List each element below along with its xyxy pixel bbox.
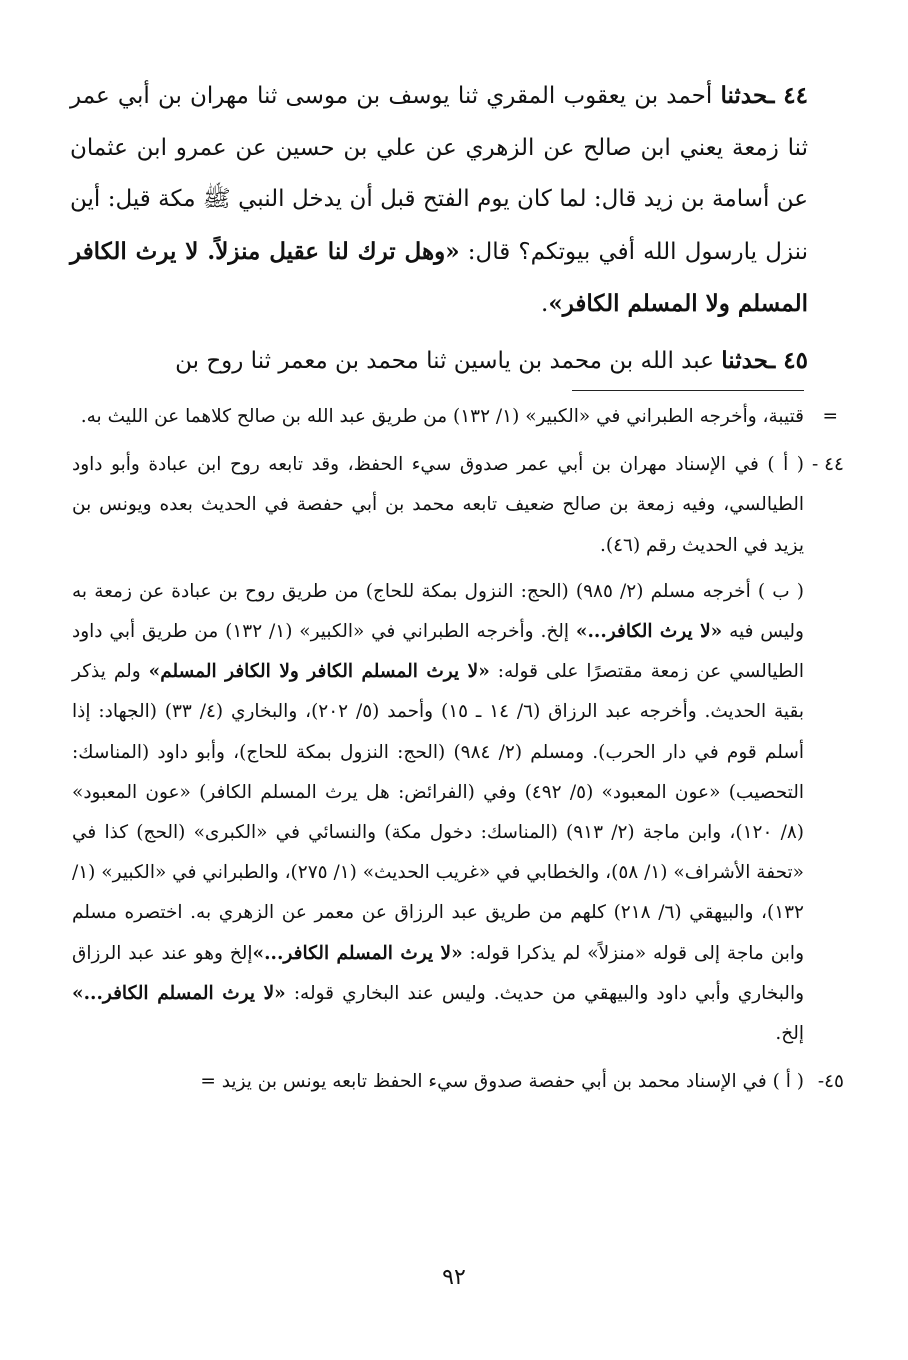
hadith-45 (70, 335, 808, 388)
footnote-text: قتيبة، وأخرجه الطبراني في «الكبير» (١/ ١٣٢) من طريق عبد الله بن صالح كلاهما عن الليث به. (80, 406, 804, 427)
hadith-keyword: حدثنا (720, 82, 768, 109)
hadith-number: ٤٥ ـ (768, 346, 808, 374)
hadith-text: أحمد بن يعقوب المقري ثنا يوسف بن موسى ثنا مهران بن أبي عمر ثنا زمعة يعني ابن صالح عن الزهري عن علي بن حسين عن عمرو ابن عثمان عن أسامة بن زيد قال: لما كان يوم الفتح قبل أن يدخل النبي ﷺ مكة قيل: أين ننزل يارسول الله أفي بيوتكم؟ قال: (70, 83, 808, 265)
footnote-text: إلخ. (775, 1023, 804, 1045)
footnotes (72, 397, 844, 1102)
hadith-name: عبد الله (640, 347, 714, 374)
footnote-text: ( ب ) أخرجه مسلم (٢/ ٩٨٥) (الحج: النزول بمكة للحاج) من طريق روح بن عبادة عن زمعة به وليس فيه (72, 580, 804, 643)
footnote-quote: «لا يرث المسلم الكافر...» (252, 942, 463, 964)
continuation-mark: = (822, 406, 838, 427)
main-text (70, 70, 808, 391)
footnote-separator (572, 390, 804, 391)
footnote-45 (72, 1062, 844, 1102)
footnote-text: إلخ وهو عند عبد الرزاق والبخاري وأبي داود والبيهقي من حديث. وليس عند البخاري قوله: (72, 942, 805, 1004)
footnote-part-b (72, 572, 804, 1054)
hadith-quote: «وهل ترك لنا عقيل منزلاً. لا يرث الكافر المسلم ولا المسلم الكافر» (70, 237, 808, 317)
footnote-part-a (72, 445, 804, 566)
footnote-number: ٤٤ - (811, 454, 844, 476)
hadith-end: . (541, 291, 549, 317)
footnote-text: إلخ. وأخرجه الطبراني في «الكبير» (١/ ١٣٢) من طريق أبي داود الطيالسي عن زمعة مقتصرًا على قوله: (72, 621, 804, 683)
hadith-text: بن محمد بن ياسين ثنا محمد بن معمر ثنا روح بن (175, 347, 634, 374)
page-number: ٩٢ (442, 1265, 466, 1290)
hadith-44 (70, 70, 808, 331)
footnote-text: ( أ ) في الإسناد محمد بن أبي حفصة صدوق سيء الحفظ تابعه يونس بن يزيد = (200, 1071, 804, 1093)
footnote-continuation (72, 397, 838, 437)
footnote-text: ( أ ) في الإسناد مهران بن أبي عمر صدوق سيء الحفظ، وقد تابعه روح ابن عبادة وأبو داود الطيالسي، وفيه زمعة بن صالح ضعيف تابعه محمد بن أبي حفصة في الحديث بعده ويونس بن يزيد في الحديث رقم (٤٦). (72, 454, 804, 556)
hadith-keyword: حدثنا (721, 346, 769, 374)
footnote-44 (72, 445, 844, 1054)
footnote-quote: «لا يرث المسلم الكافر...» (72, 982, 286, 1004)
hadith-number: ٤٤ ـ (767, 82, 809, 109)
footnote-number: ٤٥- (817, 1071, 844, 1093)
footnote-quote: «لا يرث المسلم الكافر ولا الكافر المسلم» (148, 661, 490, 683)
footnote-text: ولم يذكر بقية الحديث. وأخرجه عبد الرزاق (٦/ ١٤ ـ ١٥) وأحمد (٥/ ٢٠٢)، والبخاري (٤/ ٣٣) (الجهاد: إذا أسلم قوم في دار الحرب). ومسلم (٢/ ٩٨٤) (الحج: النزول بمكة للحاج)، وأبو داود (المناسك: التحصيب) «عون المعبود» (٥/ ٤٩٢) وفي (الفرائض: هل يرث المسلم الكافر) «عون المعبود» (٨/ ١٢٠)، وابن ماجة (٢/ ٩١٣) (المناسك: دخول مكة) والنسائي في «الكبرى» (الحج) كذا في «تحفة الأشراف» (١/ ٥٨)، والخطابي في «غريب الحديث» (١/ ٢٧٥)، والطبراني في «الكبير» (١/ ١٣٢)، والبيهقي (٦/ ٢١٨) كلهم من طريق عبد الرزاق عن معمر عن الزهري به. اختصره مسلم وابن ماجة إلى قوله «منزلاً» لم يذكرا قوله: (72, 661, 805, 964)
footnote-quote: «لا يرث الكافر...» (575, 621, 723, 643)
